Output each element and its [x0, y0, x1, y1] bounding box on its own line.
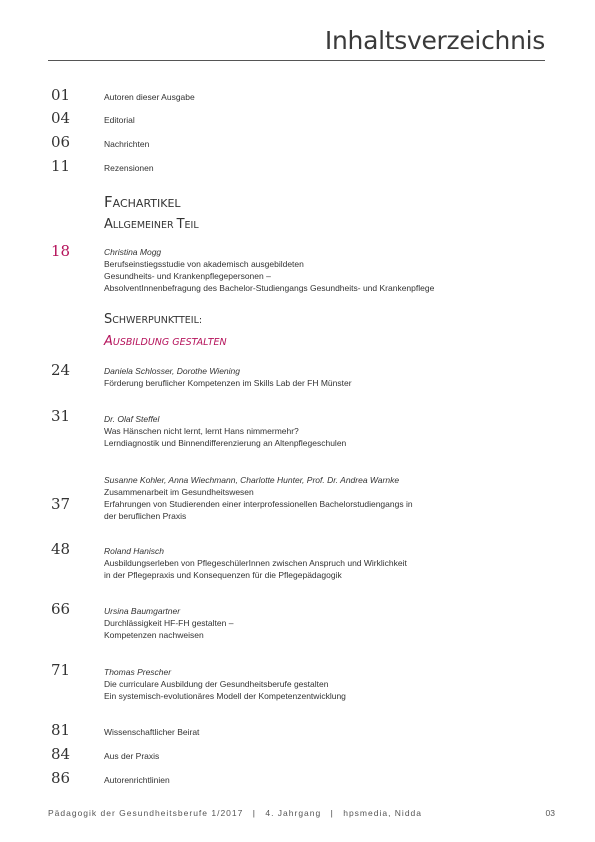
article-details [104, 413, 504, 449]
article-author: Susanne Kohler, Anna Wiechmann, Charlotte Hunter, Prof. Dr. Andrea Warnke [104, 475, 400, 485]
article-title-line: Gesundheits- und Krankenpflegepersonen – [104, 271, 271, 281]
section-heading-fachartikel: FACHARTIKEL [104, 193, 181, 211]
article-author: Dr. Olaf Steffel [104, 414, 160, 424]
article-title-line: Durchlässigkeit HF-FH gestalten – [104, 618, 234, 628]
toc-label: Autoren dieser Ausgabe [104, 92, 195, 102]
toc-page-number: 04 [51, 109, 71, 127]
toc-page-number: 86 [51, 769, 71, 787]
article-title-line: AbsolventInnenbefragung des Bachelor-Studiengangs Gesundheits- und Krankenpflege [104, 283, 435, 293]
article-title-line: Ein systemisch-evolutionäres Modell der Kompetenzentwicklung [104, 691, 346, 701]
toc-label: Aus der Praxis [104, 751, 160, 761]
article-author: Roland Hanisch [104, 546, 165, 556]
page-title: Inhaltsverzeichnis [324, 26, 545, 55]
article-details [104, 246, 504, 294]
page-number: 03 [545, 808, 555, 818]
article-title-line: Die curriculare Ausbildung der Gesundheitsberufe gestalten [104, 679, 329, 689]
section-heading-schwerpunktteil: SCHWERPUNKTTEIL: [104, 312, 203, 327]
toc-page-number: 06 [51, 133, 71, 151]
article-details [104, 474, 504, 522]
article-title-line: Erfahrungen von Studierenden einer interprofessionellen Bachelorstudiengangs in [104, 499, 413, 509]
toc-page-number: 66 [51, 600, 71, 618]
section-heading-ausbildung-gestalten: AUSBILDUNG GESTALTEN [104, 334, 227, 349]
page-footer [48, 808, 555, 818]
article-title-line: Förderung beruflicher Kompetenzen im Skills Lab der FH Münster [104, 378, 352, 388]
toc-label: Nachrichten [104, 139, 150, 149]
toc-page-number: 84 [51, 745, 71, 763]
article-title-line: Kompetenzen nachweisen [104, 630, 204, 640]
footer-volume: 4. Jahrgang [265, 808, 322, 818]
article-details [104, 605, 504, 641]
footer-publisher: hpsmedia, Nidda [343, 808, 423, 818]
toc-page-number: 71 [51, 661, 71, 679]
toc-page-number: 24 [51, 361, 71, 379]
article-title-line: Lerndiagnostik und Binnendifferenzierung an Altenpflegeschulen [104, 438, 347, 448]
footer-separator: | [252, 808, 256, 818]
toc-label: Wissenschaftlicher Beirat [104, 727, 200, 737]
footer-separator: | [330, 808, 334, 818]
toc-label: Autorenrichtlinien [104, 775, 170, 785]
article-author: Christina Mogg [104, 247, 162, 257]
article-details [104, 545, 504, 581]
toc-page-number: 01 [51, 86, 71, 104]
article-title-line: Was Hänschen nicht lernt, lernt Hans nimmermehr? [104, 426, 299, 436]
article-title-line: in der Pflegepraxis und Konsequenzen für die Pflegepädagogik [104, 570, 342, 580]
toc-page-number: 11 [51, 157, 71, 175]
article-title-line: Zusammenarbeit im Gesundheitswesen [104, 487, 254, 497]
article-details [104, 365, 504, 389]
section-heading-allgemeiner-teil: ALLGEMEINER TEIL [104, 217, 199, 232]
title-rule [48, 60, 545, 61]
footer-journal: Pädagogik der Gesundheitsberufe 1/2017 [48, 808, 244, 818]
article-title-line: der beruflichen Praxis [104, 511, 187, 521]
toc-label: Rezensionen [104, 163, 154, 173]
toc-page-number: 18 [51, 242, 71, 260]
article-author: Thomas Prescher [104, 667, 172, 677]
toc-page-number: 81 [51, 721, 71, 739]
toc-page-number: 31 [51, 407, 71, 425]
article-author: Daniela Schlosser, Dorothe Wiening [104, 366, 240, 376]
article-details [104, 666, 504, 702]
toc-page-number: 48 [51, 540, 71, 558]
toc-label: Editorial [104, 115, 135, 125]
article-author: Ursina Baumgartner [104, 606, 181, 616]
article-title-line: Ausbildungserleben von PflegeschülerInnen zwischen Anspruch und Wirklichkeit [104, 558, 407, 568]
article-title-line: Berufseinstiegsstudie von akademisch ausgebildeten [104, 259, 304, 269]
toc-page-number: 37 [51, 495, 71, 513]
